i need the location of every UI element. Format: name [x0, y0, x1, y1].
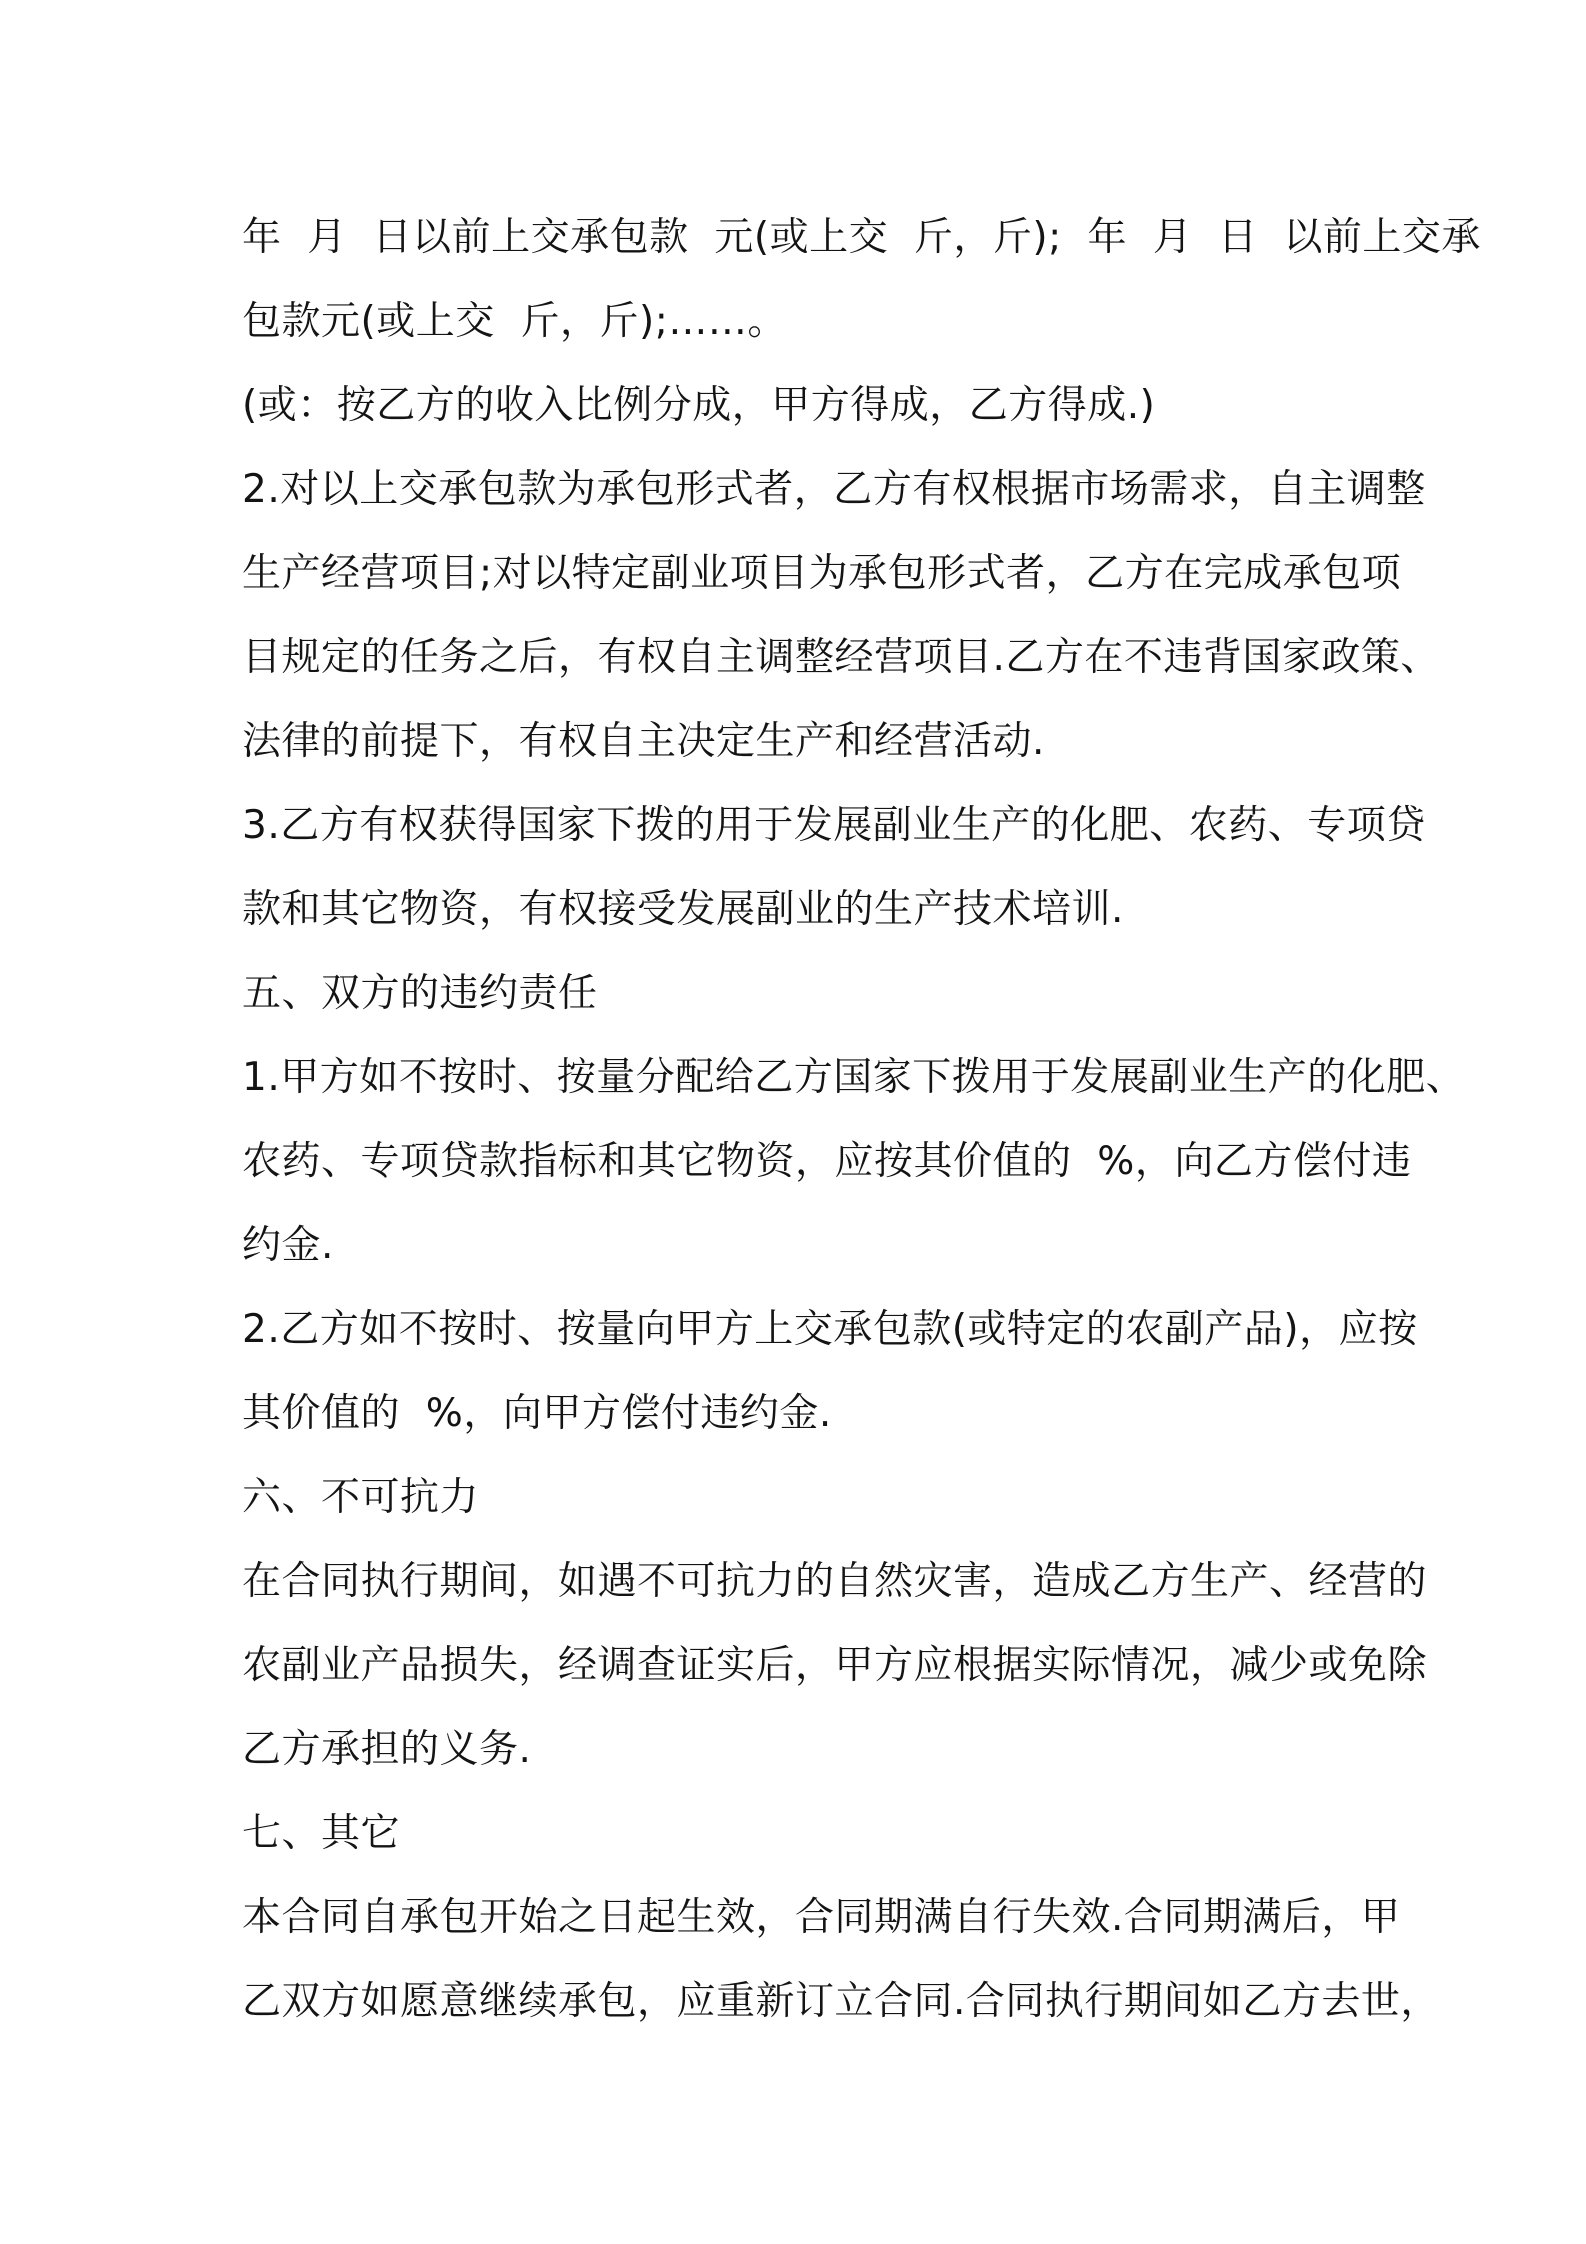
section-heading: 六、不可抗力 [242, 1475, 480, 1520]
text-line: 2.乙方如不按时、按量向甲方上交承包款(或特定的农副产品)，应按 [242, 1307, 1418, 1352]
text-line: 2.对以上交承包款为承包形式者，乙方有权根据市场需求，自主调整 [242, 467, 1426, 512]
text-line: 年 月 日以前上交承包款 元(或上交 斤，斤); 年 月 日 以前上交承 [242, 215, 1481, 260]
text-line: 法律的前提下，有权自主决定生产和经营活动. [242, 719, 1045, 764]
document-body [242, 196, 1481, 2044]
text-line: 约金. [242, 1223, 334, 1268]
text-line: 目规定的任务之后，有权自主调整经营项目.乙方在不违背国家政策、 [242, 635, 1440, 680]
section-heading: 七、其它 [242, 1811, 401, 1856]
section-heading: 五、双方的违约责任 [242, 971, 598, 1016]
text-line: 本合同自承包开始之日起生效，合同期满自行失效.合同期满后，甲 [242, 1895, 1401, 1940]
text-line: 农副业产品损失，经调查证实后，甲方应根据实际情况，减少或免除 [242, 1643, 1428, 1688]
text-line: 在合同执行期间，如遇不可抗力的自然灾害，造成乙方生产、经营的 [242, 1559, 1428, 1604]
text-line: 乙方承担的义务. [242, 1727, 532, 1772]
text-line: 包款元(或上交 斤，斤);……。 [242, 299, 787, 344]
text-line: 农药、专项贷款指标和其它物资，应按其价值的 %，向乙方偿付违 [242, 1139, 1412, 1184]
text-line: 乙双方如愿意继续承包，应重新订立合同.合同执行期间如乙方去世， [242, 1979, 1440, 2024]
text-line: 1.甲方如不按时、按量分配给乙方国家下拨用于发展副业生产的化肥、 [242, 1055, 1466, 1100]
text-line: 其价值的 %，向甲方偿付违约金. [242, 1391, 832, 1436]
text-line: 生产经营项目;对以特定副业项目为承包形式者，乙方在完成承包项 [242, 551, 1402, 596]
text-line: 3.乙方有权获得国家下拨的用于发展副业生产的化肥、农药、专项贷 [242, 803, 1426, 848]
text-line: 款和其它物资，有权接受发展副业的生产技术培训. [242, 887, 1124, 932]
text-line: (或：按乙方的收入比例分成，甲方得成，乙方得成.) [242, 383, 1156, 428]
